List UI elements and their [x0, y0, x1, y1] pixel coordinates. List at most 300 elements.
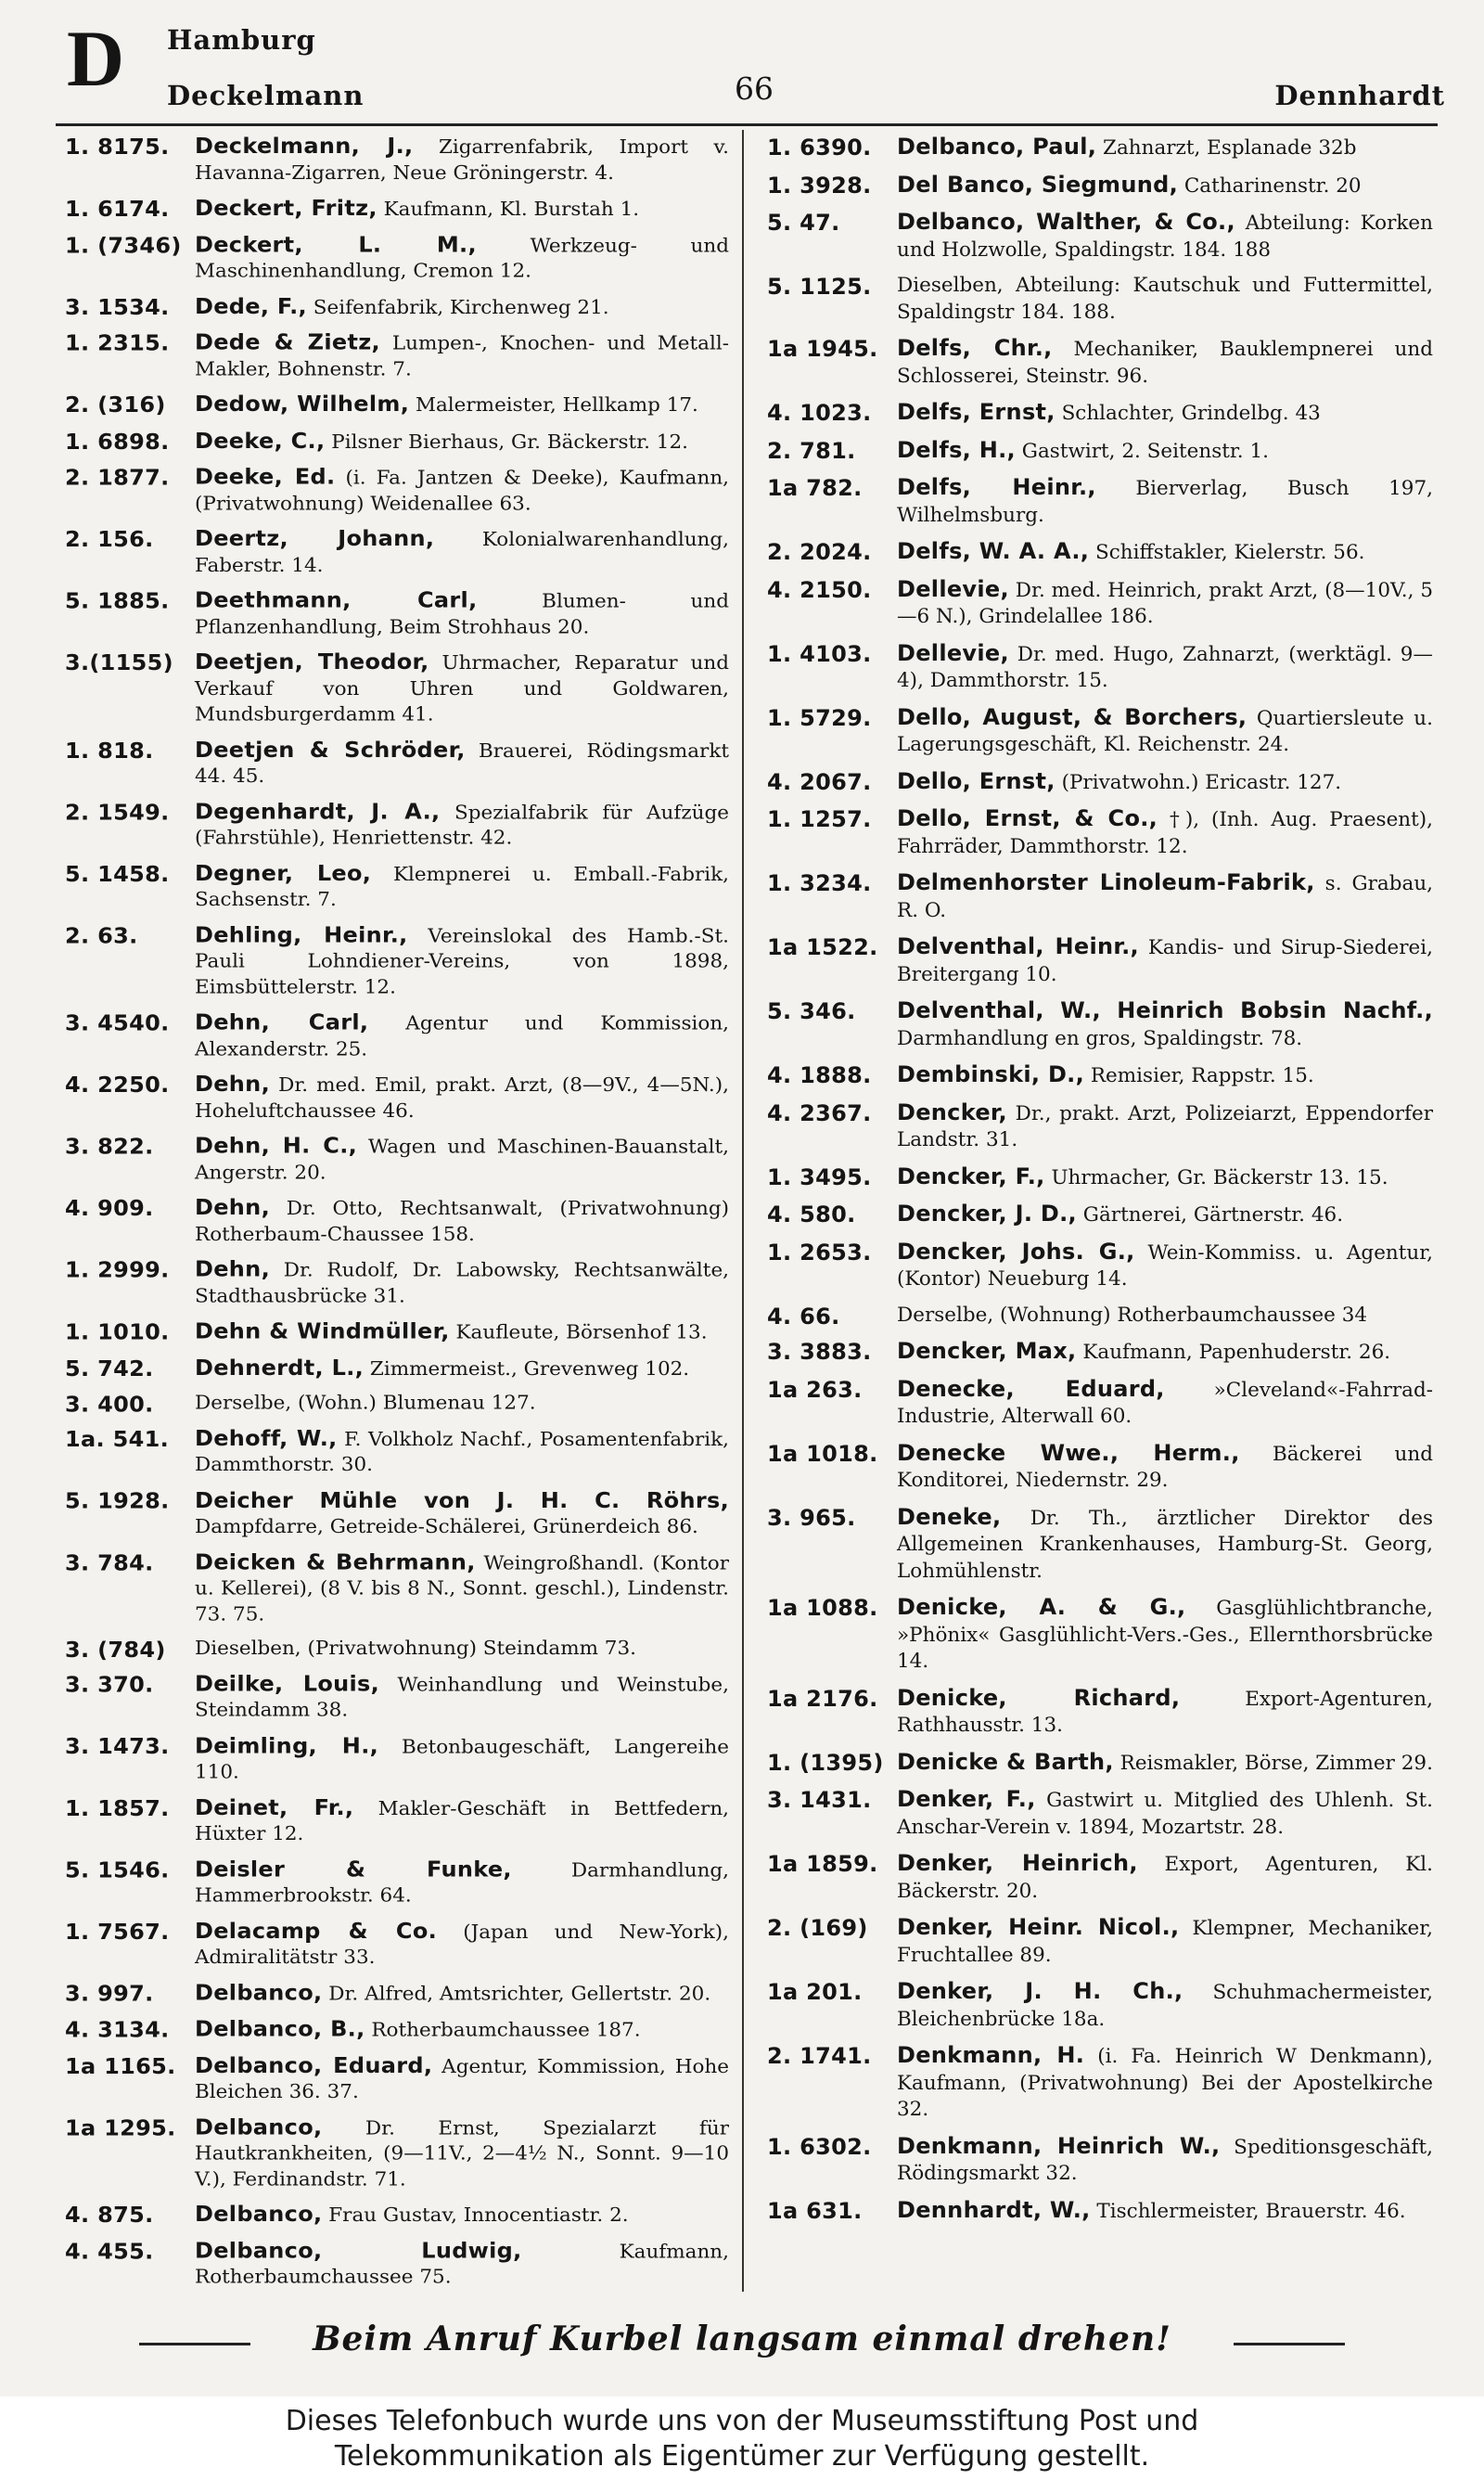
phone-number: 1. 6302. — [767, 2133, 872, 2160]
phone-number: 3. 370. — [65, 1671, 154, 1697]
entry-text — [195, 1857, 729, 1909]
subscriber-name: Dede, F., — [195, 293, 307, 319]
directory-entry — [65, 1794, 729, 1847]
subscriber-name: Dehn & Windmüller, — [195, 1318, 450, 1344]
entry-details: Darmhandlung en gros, Spaldingstr. 78. — [897, 1026, 1303, 1050]
subscriber-name: Deinet, Fr., — [195, 1794, 354, 1820]
header-rule — [56, 123, 1438, 126]
entry-text — [195, 1794, 729, 1847]
entry-details: Pilsner Bierhaus, Gr. Bäckerstr. 12. — [331, 430, 688, 454]
entry-text — [897, 1786, 1433, 1841]
subscriber-name: Denicke, A. & G., — [897, 1594, 1186, 1620]
subscriber-name: Delbanco, Ludwig, — [195, 2237, 522, 2264]
directory-entry — [65, 799, 729, 852]
directory-entry — [767, 1163, 1433, 1192]
entry-details: Dr. med. Emil, prakt. Arzt, (8—9V., 4—5N.), Hoheluftchaussee 46. — [195, 1073, 729, 1123]
entry-details: Derselbe, (Wohn.) Blumenau 127. — [195, 1392, 536, 1415]
entry-text — [897, 869, 1433, 924]
entry-details: Vereinslokal des Hamb.-St. Pauli Lohndiener-Vereins, von 1898, Eimsbüttelerstr. 12. — [195, 924, 729, 998]
entry-details: Dr. med. Hugo, Zahnarzt, (werktägl. 9—4), Dammthorstr. 15. — [897, 642, 1433, 692]
section-letter: D — [67, 14, 125, 103]
entry-text — [195, 1918, 729, 1971]
phone-number: 1. 6390. — [767, 135, 872, 161]
directory-entry — [65, 1355, 729, 1381]
phone-number: 1a 1018. — [767, 1440, 878, 1467]
subscriber-name: Deisler & Funke, — [195, 1856, 512, 1882]
subscriber-name: Denicke, Richard, — [897, 1684, 1181, 1711]
subscriber-name: Degenhardt, J. A., — [195, 798, 441, 824]
subscriber-name: Delbanco, Paul, — [897, 134, 1097, 160]
entry-details: Klempner, Mechaniker, Fruchtallee 89. — [897, 1917, 1433, 1967]
directory-entry — [767, 1338, 1433, 1367]
entry-text — [195, 799, 729, 852]
directory-entry — [767, 474, 1433, 529]
directory-entry — [65, 1487, 729, 1540]
entry-text — [195, 1256, 729, 1309]
entry-text — [195, 1425, 729, 1478]
directory-entry — [767, 1239, 1433, 1293]
directory-entry — [65, 1671, 729, 1724]
slogan-text: Beim Anruf Kurbel langsam einmal drehen! — [313, 2319, 1171, 2358]
directory-entry — [767, 2042, 1433, 2124]
subscriber-name: Delventhal, Heinr., — [897, 933, 1139, 959]
subscriber-name: Delbanco, Walther, & Co., — [897, 209, 1235, 235]
directory-entry — [65, 134, 729, 186]
directory-entry — [65, 1195, 729, 1248]
phone-number: 1. 7567. — [65, 1919, 170, 1945]
subscriber-name: Dehling, Heinr., — [195, 921, 408, 947]
entry-text — [195, 1637, 729, 1663]
entry-text — [195, 2114, 729, 2192]
entry-details: Gasglühlichtbranche, »Phönix« Gasglühlicht-Vers.-Ges., Ellernthorsbrücke 14. — [897, 1597, 1433, 1673]
directory-entry — [65, 196, 729, 223]
subscriber-name: Delfs, Chr., — [897, 335, 1053, 361]
entry-text — [897, 1749, 1433, 1778]
entry-details: Schuhmachermeister, Bleichenbrücke 18a. — [897, 1981, 1433, 2031]
directory-entry — [767, 399, 1433, 428]
subscriber-name: Delbanco, Eduard, — [195, 2052, 433, 2078]
phone-number: 3. 784. — [65, 1549, 154, 1575]
entry-details: Reismakler, Börse, Zimmer 29. — [1119, 1751, 1433, 1775]
directory-entry — [65, 392, 729, 418]
subscriber-name: Dencker, J. D., — [897, 1201, 1077, 1227]
subscriber-name: Deilke, Louis, — [195, 1670, 380, 1696]
subscriber-name: Dello, Ernst, — [897, 767, 1055, 794]
phone-number: 1. 1010. — [65, 1319, 170, 1345]
entry-text — [195, 1733, 729, 1786]
entry-details: Kandis- und Sirup-Siederei, Breitergang 10. — [897, 936, 1433, 986]
entry-text — [195, 1980, 729, 2007]
subscriber-name: Delfs, Ernst, — [897, 399, 1055, 425]
directory-entry — [767, 1786, 1433, 1841]
phone-number: 4. 580. — [767, 1201, 856, 1227]
entry-details: »Cleveland«-Fahrrad-Industrie, Alterwall 60. — [897, 1378, 1433, 1428]
directory-entry — [767, 768, 1433, 797]
phone-number: 1a 631. — [767, 2197, 863, 2224]
directory-entry — [767, 1440, 1433, 1495]
directory-entry — [767, 704, 1433, 759]
entry-text — [195, 134, 729, 186]
subscriber-name: Denkmann, H. — [897, 2042, 1085, 2068]
entry-details: (Privatwohn.) Ericastr. 127. — [1061, 770, 1342, 794]
right-column — [767, 134, 1433, 2234]
subscriber-name: Dede & Zietz, — [195, 329, 380, 355]
subscriber-name: Deetjen & Schröder, — [195, 737, 466, 763]
phone-number: 2. 1877. — [65, 465, 170, 491]
entry-text — [897, 1594, 1433, 1676]
directory-entry — [767, 1376, 1433, 1431]
phone-number: 1. 4103. — [767, 640, 872, 667]
phone-number: 2. 1741. — [767, 2043, 872, 2069]
directory-entry — [65, 2202, 729, 2229]
directory-entry — [767, 640, 1433, 695]
entry-text — [897, 704, 1433, 759]
entry-text — [897, 399, 1433, 428]
subscriber-name: Dellevie, — [897, 575, 1009, 602]
phone-number: 5. 47. — [767, 210, 840, 236]
directory-entry — [767, 576, 1433, 631]
phone-number: 1. 1257. — [767, 806, 872, 832]
entry-details: (Japan und New-York), Admiralitätstr 33. — [195, 1921, 729, 1969]
subscriber-name: Dello, Ernst, & Co., — [897, 805, 1158, 831]
phone-number: 3. 4540. — [65, 1010, 170, 1036]
phone-number: 1. 1857. — [65, 1795, 170, 1821]
entry-text — [195, 1487, 729, 1540]
entry-details: Kolonialwarenhandlung, Faberstr. 14. — [195, 528, 729, 577]
entry-text — [897, 1338, 1433, 1367]
entry-details: Wagen und Maschinen-Bauanstalt, Angerstr. 20. — [195, 1136, 729, 1184]
entry-text — [195, 587, 729, 640]
entry-details: F. Volkholz Nachf., Posamentenfabrik, Dammthorstr. 30. — [195, 1428, 729, 1476]
directory-entry — [767, 869, 1433, 924]
directory-entry — [767, 997, 1433, 1052]
phone-number: 1. 3234. — [767, 870, 872, 896]
subscriber-name: Delbanco, — [195, 2201, 323, 2227]
directory-entry — [65, 329, 729, 382]
subscriber-name: Delmenhorster Linoleum-Fabrik, — [897, 869, 1315, 895]
entry-text — [195, 232, 729, 285]
entry-text — [897, 2133, 1433, 2188]
phone-number: 3. 822. — [65, 1134, 154, 1160]
entry-details: Rotherbaumchaussee 187. — [371, 2018, 641, 2042]
subscriber-name: Deckelmann, J., — [195, 134, 414, 160]
phone-number: 1. (7346) — [65, 232, 182, 258]
entry-details: Malermeister, Hellkamp 17. — [415, 393, 698, 418]
subscriber-name: Dellevie, — [897, 639, 1009, 666]
phone-number: 1. 5729. — [767, 704, 872, 731]
directory-entry — [65, 2114, 729, 2192]
entry-text — [897, 1099, 1433, 1154]
entry-details: Uhrmacher, Gr. Bäckerstr 13. 15. — [1051, 1165, 1388, 1189]
slogan-rule-right — [1234, 2343, 1345, 2345]
entry-details: Werkzeug- und Maschinenhandlung, Cremon 12. — [195, 234, 729, 283]
entry-details: Kaufmann, Rotherbaumchaussee 75. — [195, 2240, 729, 2289]
entry-details: Dr. Otto, Rechtsanwalt, (Privatwohnung) Rotherbaum-Chaussee 158. — [195, 1197, 729, 1246]
entry-details: Mechaniker, Bauklempnerei und Schlosserei, Steinstr. 96. — [897, 338, 1433, 388]
entry-details: Schiffstakler, Kielerstr. 56. — [1095, 541, 1365, 564]
subscriber-name: Deethmann, Carl, — [195, 587, 478, 613]
entry-text — [195, 1318, 729, 1345]
subscriber-name: Dehn, Carl, — [195, 1009, 369, 1035]
column-divider — [742, 130, 744, 2292]
entry-text — [195, 392, 729, 418]
subscriber-name: Deckert, Fritz, — [195, 195, 377, 221]
directory-entry — [767, 538, 1433, 567]
entry-details: Tischlermeister, Brauerstr. 46. — [1096, 2199, 1406, 2223]
entry-details: Wein-Kommiss. u. Agentur, (Kontor) Neueburg 14. — [897, 1240, 1433, 1291]
directory-entry — [767, 1685, 1433, 1740]
subscriber-name: Degner, Leo, — [195, 860, 372, 886]
entry-details: Zimmermeist., Grevenweg 102. — [369, 1357, 690, 1381]
entry-text — [195, 428, 729, 455]
entry-details: Dr. Alfred, Amtsrichter, Gellertstr. 20. — [328, 1982, 711, 2005]
entry-text — [195, 1133, 729, 1186]
phone-number: 4. 2250. — [65, 1072, 170, 1098]
subscriber-name: Dehoff, W., — [195, 1425, 338, 1451]
entry-details: Dr., prakt. Arzt, Polizeiarzt, Eppendorfer Landstr. 31. — [897, 1101, 1433, 1151]
subscriber-name: Delfs, Heinr., — [897, 474, 1096, 500]
subscriber-name: Dencker, F., — [897, 1163, 1045, 1189]
directory-entry — [767, 933, 1433, 988]
entry-text — [897, 2197, 1433, 2226]
phone-number: 1. 3495. — [767, 1163, 872, 1190]
entry-details: Bäckerei und Konditorei, Niedernstr. 29. — [897, 1442, 1433, 1492]
phone-number: 1a 2176. — [767, 1685, 878, 1712]
phone-number: 1. 6898. — [65, 429, 170, 455]
directory-entry — [767, 1749, 1433, 1778]
entry-details: Speditionsgeschäft, Rödingsmarkt 32. — [897, 2135, 1433, 2185]
entry-text — [195, 2202, 729, 2229]
phone-number: 3.(1155) — [65, 649, 173, 676]
entry-details: Kaufmann, Papenhuderstr. 26. — [1082, 1341, 1391, 1364]
entry-details: Gastwirt u. Mitglied des Uhlenh. St. Anschar-Verein v. 1894, Mozartstr. 28. — [897, 1789, 1433, 1839]
phone-number: 1a 263. — [767, 1376, 863, 1403]
phone-number: 1a 1295. — [65, 2114, 176, 2140]
subscriber-name: Delfs, H., — [897, 436, 1016, 463]
slogan-banner — [139, 2316, 1345, 2368]
phone-number: 1. 6174. — [65, 196, 170, 222]
entry-text — [897, 172, 1433, 200]
entry-text — [897, 437, 1433, 466]
subscriber-name: Deertz, Johann, — [195, 525, 435, 551]
directory-entry — [767, 805, 1433, 860]
phone-number: 4. 1888. — [767, 1062, 872, 1088]
phone-number: 5. 346. — [767, 998, 856, 1024]
last-entry-guide: Dennhardt — [1274, 80, 1445, 111]
directory-entry — [767, 134, 1433, 162]
entry-details: Zahnarzt, Esplanade 32b — [1103, 136, 1357, 160]
phone-number: 5. 742. — [65, 1356, 154, 1381]
left-column — [65, 134, 729, 2300]
entry-text — [195, 2238, 729, 2291]
entry-text — [897, 1914, 1433, 1969]
phone-number: 1. 8175. — [65, 134, 170, 160]
phone-number: 3. 3883. — [767, 1339, 872, 1365]
phone-number: 4. 3134. — [65, 2017, 170, 2043]
subscriber-name: Dencker, — [897, 1099, 1007, 1125]
phone-number: 4. 2367. — [767, 1099, 872, 1126]
directory-entry — [767, 172, 1433, 200]
phone-number: 3. 997. — [65, 1980, 154, 2006]
directory-entry — [65, 2016, 729, 2043]
phone-number: 2. 1549. — [65, 799, 170, 825]
entry-details: Weingroßhandl. (Kontor u. Kellerei), (8 V. bis 8 N., Sonnt. geschl.), Lindenstr. 73. 75. — [195, 1551, 729, 1625]
subscriber-name: Delbanco, — [195, 1979, 323, 2005]
subscriber-name: Denker, Heinr. Nicol., — [897, 1914, 1180, 1940]
entry-details: Dieselben, Abteilung: Kautschuk und Futtermittel, Spaldingstr 184. 188. — [897, 274, 1433, 324]
entry-text — [897, 805, 1433, 860]
phone-number: 1a 1522. — [767, 934, 878, 960]
entry-details: Gärtnerei, Gärtnerstr. 46. — [1082, 1203, 1344, 1227]
entry-details: Dr. med. Heinrich, prakt Arzt, (8—10V., 5—6 N.), Grindelallee 186. — [897, 578, 1433, 628]
directory-entry — [767, 273, 1433, 326]
subscriber-name: Deetjen, Theodor, — [195, 649, 429, 675]
entry-text — [897, 538, 1433, 567]
entry-details: Lumpen-, Knochen- und Metall-Makler, Bohnenstr. 7. — [195, 332, 729, 380]
directory-entry — [65, 1072, 729, 1124]
phone-number: 2. 156. — [65, 526, 154, 552]
entry-details: Klempnerei u. Emball.-Fabrik, Sachsenstr. 7. — [195, 863, 729, 911]
entry-details: Spezialfabrik für Aufzüge (Fahrstühle), Henriettenstr. 42. — [195, 801, 729, 850]
entry-details: Export, Agenturen, Kl. Bäckerstr. 20. — [897, 1853, 1433, 1903]
phone-number: 4. 909. — [65, 1195, 154, 1221]
phone-number: 1. 2653. — [767, 1239, 872, 1266]
entry-text — [897, 1440, 1433, 1495]
directory-entry — [65, 1256, 729, 1309]
entry-details: Bierverlag, Busch 197, Wilhelmsburg. — [897, 477, 1433, 527]
directory-entry — [767, 1978, 1433, 2033]
phone-number: 1a 1945. — [767, 336, 878, 362]
directory-entry — [65, 587, 729, 640]
phone-number: 4. 455. — [65, 2238, 154, 2264]
directory-entry — [65, 1980, 729, 2007]
provenance-footer — [0, 2396, 1484, 2480]
directory-entry — [767, 2133, 1433, 2188]
subscriber-name: Delventhal, W., Heinrich Bobsin Nachf., — [897, 997, 1433, 1023]
directory-entry — [767, 335, 1433, 390]
entry-details: Schlachter, Grindelbg. 43 — [1061, 402, 1321, 425]
subscriber-name: Delbanco, — [195, 2114, 323, 2139]
subscriber-name: Dehn, H. C., — [195, 1133, 358, 1159]
subscriber-name: Denicke & Barth, — [897, 1748, 1114, 1775]
entry-details: (i. Fa. Jantzen & Deeke), Kaufmann, (Privatwohnung) Weidenallee 63. — [195, 467, 730, 515]
subscriber-name: Denecke, Eduard, — [897, 1375, 1165, 1402]
entry-details: s. Grabau, R. O. — [897, 872, 1433, 922]
entry-details: Catharinenstr. 20 — [1183, 173, 1362, 198]
directory-entry — [767, 209, 1433, 263]
subscriber-name: Delacamp & Co. — [195, 1918, 438, 1944]
phone-number: 2. (169) — [767, 1915, 868, 1941]
footer-line-1: Dieses Telefonbuch wurde uns von der Museumsstiftung Post und — [285, 2405, 1199, 2437]
entry-text — [897, 134, 1433, 162]
phone-number: 5. 1125. — [767, 274, 872, 300]
entry-details: Abteilung: Korken und Holzwolle, Spaldingstr. 184. 188 — [897, 212, 1433, 262]
entry-details: Derselbe, (Wohnung) Rotherbaumchaussee 34 — [897, 1303, 1368, 1327]
entry-details: Export-Agenturen, Rathhausstr. 13. — [897, 1687, 1433, 1737]
entry-details: Gastwirt, 2. Seitenstr. 1. — [1021, 439, 1269, 463]
slogan-rule-left — [139, 2343, 250, 2345]
entry-text — [195, 196, 729, 223]
directory-entry — [65, 1009, 729, 1062]
phone-number: 3. 1431. — [767, 1787, 872, 1813]
phone-number: 2. 781. — [767, 437, 856, 464]
entry-text — [897, 1303, 1433, 1330]
directory-entry — [65, 1549, 729, 1627]
entry-details: Brauerei, Rödingsmarkt 44. 45. — [195, 739, 730, 788]
first-entry-guide: Deckelmann — [167, 80, 365, 111]
phone-number: 1a 1088. — [767, 1595, 878, 1621]
entry-details: Zigarrenfabrik, Import v. Havanna-Zigarren, Neue Gröningerstr. 4. — [195, 135, 729, 185]
phone-number: 1. 818. — [65, 738, 154, 764]
directory-entry — [65, 1425, 729, 1478]
subscriber-name: Dello, August, & Borchers, — [897, 703, 1247, 730]
entry-text — [897, 933, 1433, 988]
entry-text — [897, 768, 1433, 797]
entry-details: Weinhandlung und Weinstube, Steindamm 38. — [195, 1673, 729, 1722]
entry-text — [195, 1009, 729, 1062]
subscriber-name: Deneke, — [897, 1503, 1002, 1530]
subscriber-name: Deicher Mühle von J. H. C. Röhrs, — [195, 1487, 729, 1513]
directory-entry — [65, 1733, 729, 1786]
entry-details: Dr. Ernst, Spezialarzt für Hautkrankheiten, (9—11V., 2—4½ N., Sonnt. 9—10 V.), Ferdinandstr. 71. — [195, 2116, 729, 2191]
entry-text — [195, 1195, 729, 1248]
phone-number: 3. 400. — [65, 1392, 154, 1418]
page-header — [67, 14, 1445, 121]
entry-details: Darmhandlung, Hammerbrookstr. 64. — [195, 1858, 730, 1908]
directory-entry — [65, 1857, 729, 1909]
entry-text — [195, 526, 729, 579]
phone-number: 1a 782. — [767, 475, 863, 501]
entry-text — [897, 1850, 1433, 1905]
phone-number: 5. 1928. — [65, 1488, 170, 1514]
entry-text — [195, 922, 729, 1000]
entry-text — [897, 1978, 1433, 2033]
entry-details: Dr. Th., ärztlicher Direktor des Allgemeinen Krankenhauses, Hamburg-St. Georg, Lohmühlenstr. — [897, 1506, 1433, 1583]
entry-details: Dampfdarre, Getreide-Schälerei, Grünerdeich 86. — [195, 1515, 698, 1538]
entry-text — [897, 1163, 1433, 1192]
phone-number: 4. 2150. — [767, 576, 872, 603]
phone-number: 1a 201. — [767, 1979, 863, 2005]
phone-number: 4. 2067. — [767, 768, 872, 795]
subscriber-name: Dembinski, D., — [897, 1061, 1085, 1087]
phone-number: 2. 63. — [65, 922, 138, 948]
phone-number: 3. (784) — [65, 1637, 166, 1663]
directory-entry — [65, 737, 729, 790]
entry-details: Makler-Geschäft in Bettfedern, Hüxter 12. — [195, 1797, 729, 1845]
directory-entry — [767, 1850, 1433, 1905]
subscriber-name: Denker, F., — [897, 1786, 1036, 1812]
phone-number: 2. (316) — [65, 392, 166, 418]
entry-text — [897, 1504, 1433, 1586]
entry-details: Seifenfabrik, Kirchenweg 21. — [313, 296, 609, 319]
entry-details: Dieselben, (Privatwohnung) Steindamm 73. — [195, 1637, 637, 1660]
entry-text — [897, 576, 1433, 631]
subscriber-name: Dencker, Max, — [897, 1338, 1077, 1364]
directory-entry — [767, 1099, 1433, 1154]
phone-number: 3. 965. — [767, 1504, 856, 1531]
entry-text — [195, 2016, 729, 2043]
directory-entry — [767, 437, 1433, 466]
directory-entry — [767, 1303, 1433, 1330]
entry-details: Quartiersleute u. Lagerungsgeschäft, Kl. Reichenstr. 24. — [897, 706, 1433, 756]
directory-entry — [65, 2238, 729, 2291]
subscriber-name: Deeke, Ed. — [195, 464, 336, 490]
subscriber-name: Dedow, Wilhelm, — [195, 392, 410, 418]
phone-number: 2. 2024. — [767, 539, 872, 565]
directory-entry — [767, 1504, 1433, 1586]
entry-text — [897, 1685, 1433, 1740]
entry-details: Uhrmacher, Reparatur und Verkauf von Uhren und Goldwaren, Mundsburgerdamm 41. — [195, 651, 729, 726]
